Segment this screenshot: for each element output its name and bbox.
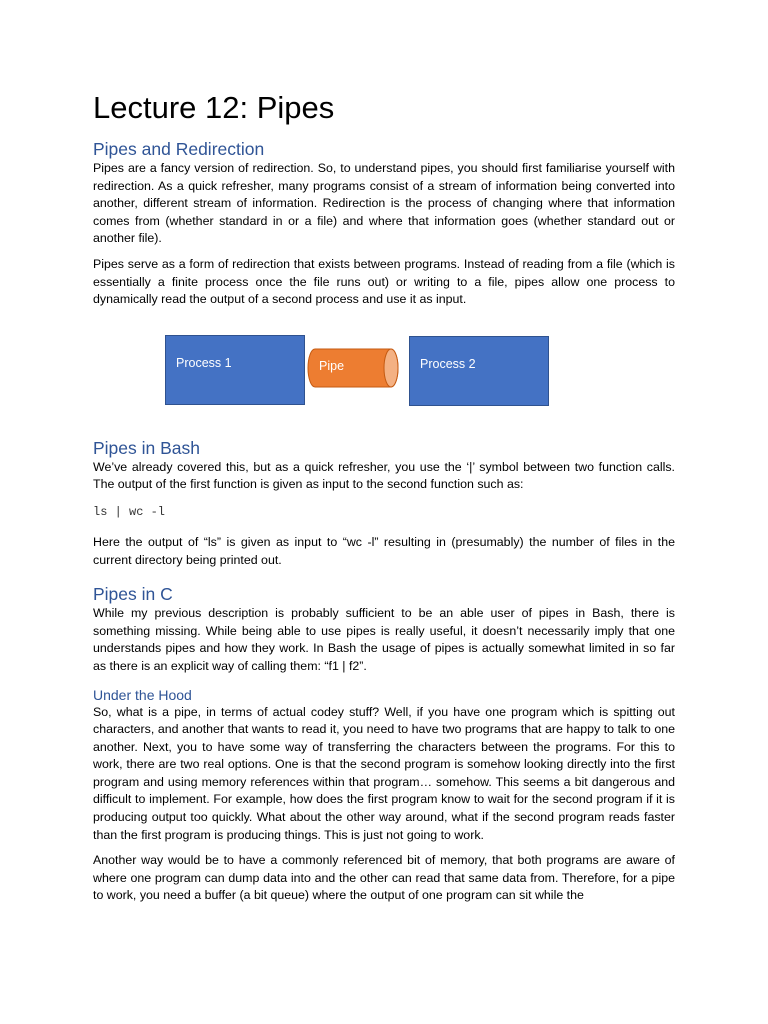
document-page <box>93 86 675 905</box>
paragraph-c-3: Another way would be to have a commonly referenced bit of memory, that both programs are aware of where one program can dump data into and the other can read that same data from. Therefore, for a pipe to work, you need a buffer (a bit queue) where the output of one program can sit while the <box>93 853 675 903</box>
paragraph-bash-2: Here the output of “ls” is given as input to “wc -l” resulting in (presumably) the number of files in the current directory being printed out. <box>93 534 675 567</box>
subheading-under-the-hood: Under the Hood <box>93 686 192 703</box>
pipe-diagram <box>93 313 675 431</box>
heading-pipes-in-bash: Pipes in Bash <box>93 437 201 458</box>
paragraph-bash-1: We’ve already covered this, but as a quick refresher, you use the ‘|’ symbol between two function calls. The output of the first function is given as input to the second function such as: <box>93 459 675 492</box>
heading-pipes-and-redirection: Pipes and Redirection <box>93 139 265 159</box>
process-2-box <box>409 336 549 406</box>
paragraph-redirection-1: Pipes are a fancy version of redirection. So, to understand pipes, you should first familiarise yourself with redirection. As a quick refresher, many programs consist of a stream of information being converted into another, different stream of information. Redirection is the process of changing where that information comes from (whether standard in or a file) and where that information goes (whether standard out or another file). <box>93 161 675 246</box>
pipe-label: Pipe <box>319 358 345 373</box>
page-title: Lecture 12: Pipes <box>93 90 335 125</box>
process-1-label: Process 1 <box>176 355 232 370</box>
heading-pipes-in-c: Pipes in C <box>93 584 173 605</box>
process-2-label: Process 2 <box>420 356 476 371</box>
process-1-box <box>165 335 305 405</box>
paragraph-c-2: So, what is a pipe, in terms of actual codey stuff? Well, if you have one program which is spitting out characters, and another that wants to read it, you need to have two programs that are happy to talk to one another. Next, you to have some way of transferring the characters between the programs. For this to work, there are two real options. One is that the second program is somehow looking directly into the first program and using memory references within that program… somehow. This seems a bit dangerous and difficult to implement. For example, how does the first program know to wait for the second program if it is producing output too quickly. What about the other way around, what if the second program reads faster than the first program is producing things. This is just not going to work. <box>93 704 675 842</box>
code-example: ls | wc -l <box>93 504 166 519</box>
paragraph-c-1: While my previous description is probably sufficient to be an able user of pipes in Bash, there is something missing. While being able to use pipes is really useful, it doesn’t necessarily imply that one understands pipes and how they work. In Bash the usage of pipes is actually somewhat limited in so far as there is an explicit way of calling them: “f1 | f2”. <box>93 606 675 673</box>
paragraph-redirection-2: Pipes serve as a form of redirection that exists between programs. Instead of reading from a file (which is essentially a finite process once the file runs out) or writing to a file, pipes allow one process to dynamically read the output of a second process and use it as input. <box>93 256 675 307</box>
